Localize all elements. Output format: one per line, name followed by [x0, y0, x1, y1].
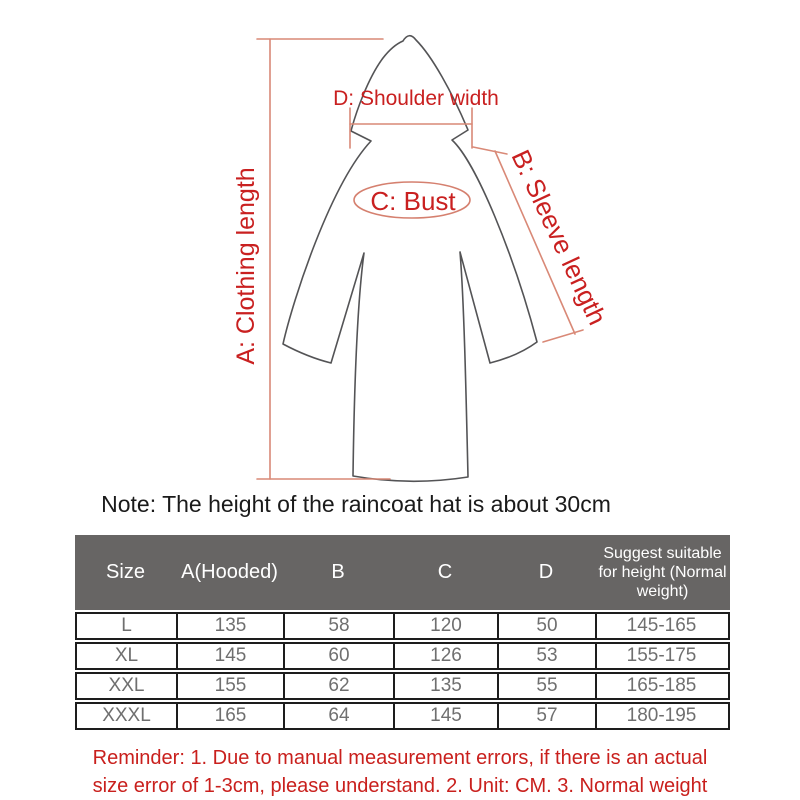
- cell-size: L: [121, 615, 132, 636]
- cell-c: 135: [393, 674, 497, 698]
- cell-c: 145: [393, 704, 497, 728]
- cell-height: 155-175: [595, 644, 726, 668]
- cell-a: 155: [176, 674, 283, 698]
- cell-d: 57: [497, 704, 595, 728]
- cell-b: 62: [283, 674, 393, 698]
- cell-height: 145-165: [595, 614, 726, 638]
- header-c: C: [437, 561, 453, 583]
- header-size: Size: [106, 561, 145, 583]
- cell-size: XXL: [108, 675, 145, 696]
- cell-b: 64: [283, 704, 393, 728]
- cell-size: XXXL: [102, 705, 151, 726]
- reminder-text: [0, 744, 800, 800]
- cell-a: 165: [176, 704, 283, 728]
- hat-height-note: Note: The height of the raincoat hat is about 30cm: [101, 491, 611, 517]
- cell-b: 58: [283, 614, 393, 638]
- table-header-row: [75, 535, 730, 610]
- cell-d: 53: [497, 644, 595, 668]
- cell-c: 120: [393, 614, 497, 638]
- cell-size: XL: [114, 645, 139, 666]
- table-row: [75, 702, 730, 730]
- cell-d: 50: [497, 614, 595, 638]
- header-d: D: [538, 561, 554, 583]
- sleeve-length-label: B: Sleeve length: [505, 145, 613, 330]
- header-b: B: [331, 561, 345, 583]
- size-chart-table: [75, 535, 730, 730]
- header-suggest-height: Suggest suitable for height (Normal weight): [598, 545, 727, 600]
- bust-label: C: Bust: [370, 186, 456, 216]
- table-row: [75, 672, 730, 700]
- cell-b: 60: [283, 644, 393, 668]
- sleeve-length-bottom-tick: [543, 330, 583, 342]
- cell-a: 135: [176, 614, 283, 638]
- reminder-line-1: Reminder: 1. Due to manual measurement errors, if there is an actual: [92, 747, 708, 769]
- cell-height: 165-185: [595, 674, 726, 698]
- sleeve-length-top-tick: [473, 147, 507, 154]
- cell-height: 180-195: [595, 704, 726, 728]
- clothing-length-label: A: Clothing length: [232, 167, 260, 365]
- header-a-hooded: A(Hooded): [181, 561, 278, 583]
- cell-d: 55: [497, 674, 595, 698]
- cell-a: 145: [176, 644, 283, 668]
- table-row: [75, 612, 730, 640]
- cell-c: 126: [393, 644, 497, 668]
- reminder-line-2: size error of 1-3cm, please understand. 2. Unit: CM. 3. Normal weight: [92, 775, 708, 797]
- shoulder-width-label: D: Shoulder width: [333, 87, 499, 110]
- table-row: [75, 642, 730, 670]
